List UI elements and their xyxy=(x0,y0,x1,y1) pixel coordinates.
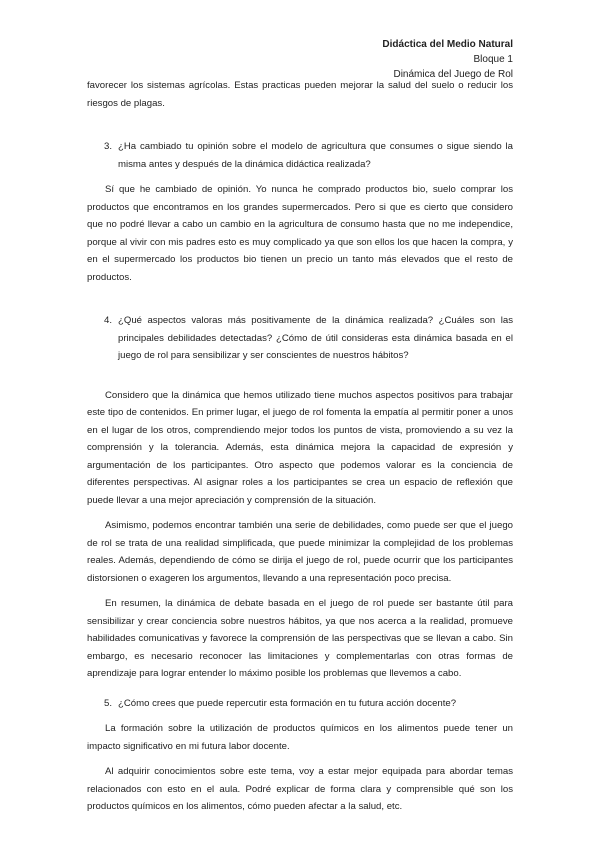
page-header xyxy=(382,37,513,82)
question-3 xyxy=(87,138,513,173)
question-5-number: 5. xyxy=(104,697,113,709)
answer-4-paragraph-2: Asimismo, podemos encontrar también una serie de debilidades, como puede ser que el juego de rol se trata de una realidad simplificada, que puede minimizar la complejidad de los problemas reales. Además, dependiendo de cómo se dirija el juego de rol, puede ocurrir que los participantes distorsionen o exageren los argumentos, llevando a una representación poco precisa. xyxy=(87,520,513,584)
answer-5-paragraph-1: La formación sobre la utilización de productos químicos en los alimentos puede tener un impacto significativo en mi futura labor docente. xyxy=(87,723,513,752)
answer-5-paragraph-2: Al adquirir conocimientos sobre este tema, voy a estar mejor equipada para abordar temas relacionados con esto en el aula. Podré explicar de forma clara y comprensible qué son los productos químicos en los alimentos, cómo pueden afectar a la salud, etc. xyxy=(87,766,513,812)
question-3-number: 3. xyxy=(104,141,113,152)
question-4 xyxy=(87,312,513,365)
question-4-text: ¿Qué aspectos valoras más positivamente de la dinámica realizada? ¿Cuáles son las principales debilidades detectadas? ¿Cómo de útil consideras esta dinámica basada en el juego de rol para sensibilizar y ser conscientes de nuestros hábitos? xyxy=(118,315,513,361)
question-5 xyxy=(87,695,513,713)
activity-subtitle: Dinámica del Juego de Rol xyxy=(393,69,513,80)
block-label: Bloque 1 xyxy=(473,54,513,65)
question-4-number: 4. xyxy=(104,315,113,326)
question-5-text: ¿Cómo crees que puede repercutir esta formación en tu futura acción docente? xyxy=(118,697,457,709)
answer-3: Sí que he cambiado de opinión. Yo nunca he comprado productos bio, suelo comprar los productos que encontramos en los grandes supermercados. Pero si que es cierto que considero que no podré llevar a cabo un cambio en la agricultura de consumo hasta que no me independice, porque al vivir con mis padres esto es muy complicado ya que son ellos los que hacen la compra, y en el supermercado los productos bio tienen un precio un tanto más elevados que el resto de productos. xyxy=(87,184,513,283)
answer-4-paragraph-1: Considero que la dinámica que hemos utilizado tiene muchos aspectos positivos para trabajar este tipo de contenidos. En primer lugar, el juego de rol fomenta la empatía al permitir poner a unos en el lugar de los otros, comprendiendo mejor todos los puntos de vista, promoviendo a su vez la comprensión y la tolerancia. Además, esta dinámica mejora la capacidad de expresión y argumentación de los participantes. Otro aspecto que podemos valorar es la conciencia de diferentes perspectivas. Al asignar roles a los participantes se crea un espacio de reflexión que puede llevar a una mejor apreciación y comprensión de la situación. xyxy=(87,389,513,506)
answer-4-paragraph-3: En resumen, la dinámica de debate basada en el juego de rol puede ser bastante útil para sensibilizar y crear conciencia sobre nuestros hábitos, ya que nos acerca a la realidad, promueve habilidades comunicativas y favorece la comprensión de las perspectivas que se llevan a cabo. Sin embargo, es necesario reconocer las limitaciones y complementarlas con otras formas de aprendizaje para lograr entender lo máximo posible los problemas que llevemos a cabo. xyxy=(87,598,513,679)
intro-paragraph: favorecer los sistemas agrícolas. Estas practicas pueden mejorar la salud del suelo o reducir los riesgos de plagas. xyxy=(87,80,513,109)
course-title: Didáctica del Medio Natural xyxy=(382,39,513,50)
question-3-text: ¿Ha cambiado tu opinión sobre el modelo de agricultura que consumes o sigue siendo la misma antes y después de la dinámica didáctica realizada? xyxy=(118,141,513,170)
document-body xyxy=(87,77,513,816)
